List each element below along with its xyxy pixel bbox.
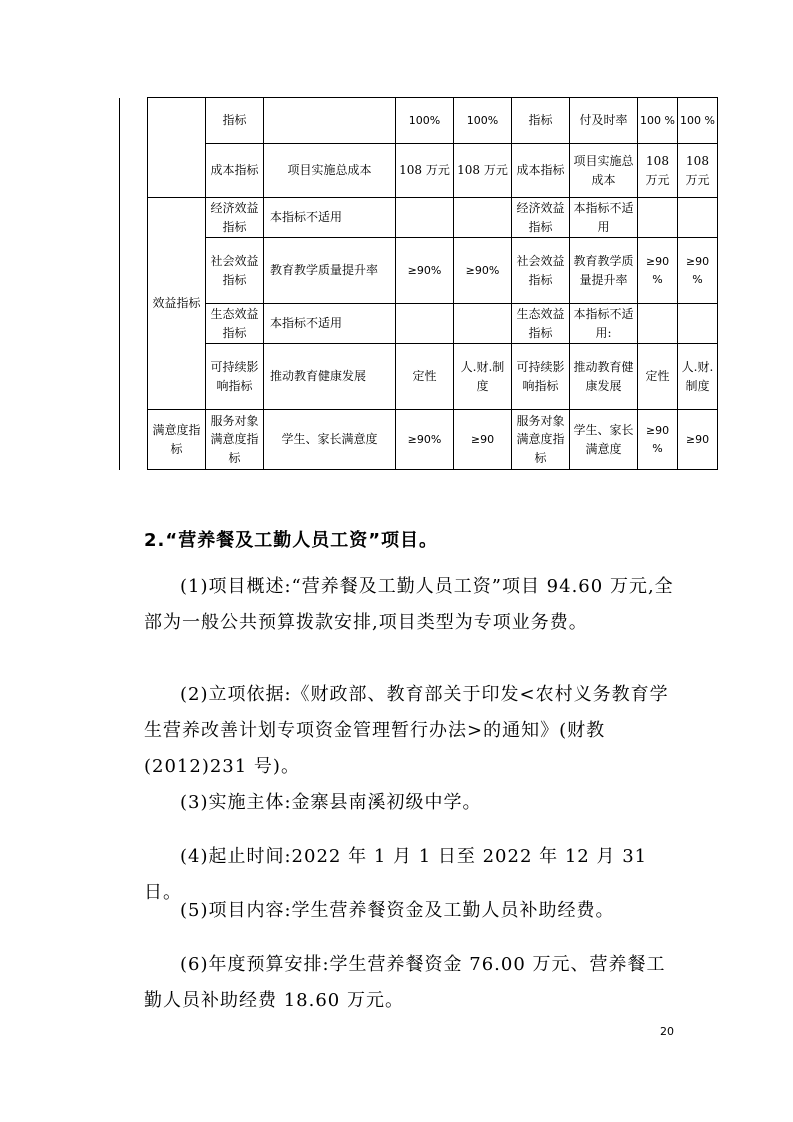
- table-cell: [454, 198, 512, 238]
- table-cell: 指标: [206, 98, 264, 144]
- table-cell: 成本指标: [512, 144, 570, 198]
- paragraph-overview: (1)项目概述:“营养餐及工勤人员工资”项目 94.60 万元,全部为一般公共预算拨款安排,项目类型为专项业务费。: [144, 576, 674, 633]
- table-cell: 本指标不适用: [264, 198, 396, 238]
- table-cell: 108 万元: [396, 144, 454, 198]
- table-cell: 项目实施总成本: [264, 144, 396, 198]
- table-cell: 本指标不适用:: [570, 304, 638, 344]
- table-cell: 108 万元: [454, 144, 512, 198]
- table-cell: ≥90 %: [678, 238, 718, 304]
- table-cell: 学生、家长满意度: [570, 410, 638, 470]
- paragraph-period: (4)起止时间:2022 年 1 月 1 日至 2022 年 12 月 31 日。: [144, 846, 648, 903]
- table-cell: ≥90%: [454, 238, 512, 304]
- table-cell: 108 万元: [638, 144, 678, 198]
- table-cell: ≥90 %: [638, 238, 678, 304]
- table-cell: 人.财.制度: [454, 344, 512, 410]
- table-cell: 经济效益指标: [206, 198, 264, 238]
- page-number: 20: [660, 1025, 674, 1038]
- paragraph-content: (5)项目内容:学生营养餐资金及工勤人员补助经费。: [180, 900, 615, 921]
- table-row: [120, 410, 718, 470]
- table-cell: 社会效益指标: [512, 238, 570, 304]
- table-row: [120, 344, 718, 410]
- table-cell: [638, 198, 678, 238]
- paragraph-basis: (2)立项依据:《财政部、教育部关于印发<农村义务教育学生营养改善计划专项资金管理暂行办法>的通知》(财教(2012)231 号)。: [144, 684, 669, 777]
- table-cell: 100%: [396, 98, 454, 144]
- paragraph-implementer: (3)实施主体:金寨县南溪初级中学。: [180, 792, 482, 813]
- table-row: [120, 98, 718, 144]
- table-cell: 教育教学质量提升率: [570, 238, 638, 304]
- table-cell: 社会效益指标: [206, 238, 264, 304]
- table-cell: 教育教学质量提升率: [264, 238, 396, 304]
- table-cell: [396, 304, 454, 344]
- table-cell: 人.财.制度: [678, 344, 718, 410]
- performance-indicator-table: [119, 97, 718, 470]
- table-row: [120, 198, 718, 238]
- table-cell: 100%: [454, 98, 512, 144]
- table-cell: [678, 304, 718, 344]
- table-cell: 本指标不适用: [570, 198, 638, 238]
- table-cell: ≥90: [454, 410, 512, 470]
- table-cell: [396, 198, 454, 238]
- table-cell: 项目实施总成本: [570, 144, 638, 198]
- table-row: [120, 238, 718, 304]
- table-cell: ≥90%: [396, 238, 454, 304]
- table-cell: 100 %: [678, 98, 718, 144]
- table-cell: 108 万元: [678, 144, 718, 198]
- table-cell: ≥90 %: [638, 410, 678, 470]
- table-cell: 定性: [638, 344, 678, 410]
- table-cell: [454, 304, 512, 344]
- table-cell: [264, 98, 396, 144]
- table-cell: 成本指标: [206, 144, 264, 198]
- table-cell: 可持续影响指标: [512, 344, 570, 410]
- table-cell: 定性: [396, 344, 454, 410]
- table-row: [120, 144, 718, 198]
- section-heading: 2.“营养餐及工勤人员工资”项目。: [144, 530, 439, 551]
- table-cell: 效益指标: [148, 198, 206, 410]
- table-cell: 可持续影响指标: [206, 344, 264, 410]
- table-cell: [678, 198, 718, 238]
- paragraph-budget: (6)年度预算安排:学生营养餐资金 76.00 万元、营养餐工勤人员补助经费 18.60 万元。: [144, 954, 666, 1011]
- table-cell: 推动教育健康发展: [570, 344, 638, 410]
- table-cell: 服务对象满意度指标: [206, 410, 264, 470]
- table-cell: 100 %: [638, 98, 678, 144]
- table-cell: 付及时率: [570, 98, 638, 144]
- table-cell: 指标: [512, 98, 570, 144]
- table-cell: 满意度指标: [148, 410, 206, 470]
- table-row: [120, 304, 718, 344]
- table-cell: 学生、家长满意度: [264, 410, 396, 470]
- table-cell: 生态效益指标: [512, 304, 570, 344]
- table-cell: [148, 98, 206, 198]
- table-cell: ≥90%: [396, 410, 454, 470]
- table-cell: 服务对象满意度指标: [512, 410, 570, 470]
- table-cell: 推动教育健康发展: [264, 344, 396, 410]
- table-cell: 本指标不适用: [264, 304, 396, 344]
- table-cell: [638, 304, 678, 344]
- table-cell: 经济效益指标: [512, 198, 570, 238]
- table-cell: [120, 410, 148, 470]
- table-cell: ≥90: [678, 410, 718, 470]
- table-cell: 生态效益指标: [206, 304, 264, 344]
- table-cell: [120, 98, 148, 410]
